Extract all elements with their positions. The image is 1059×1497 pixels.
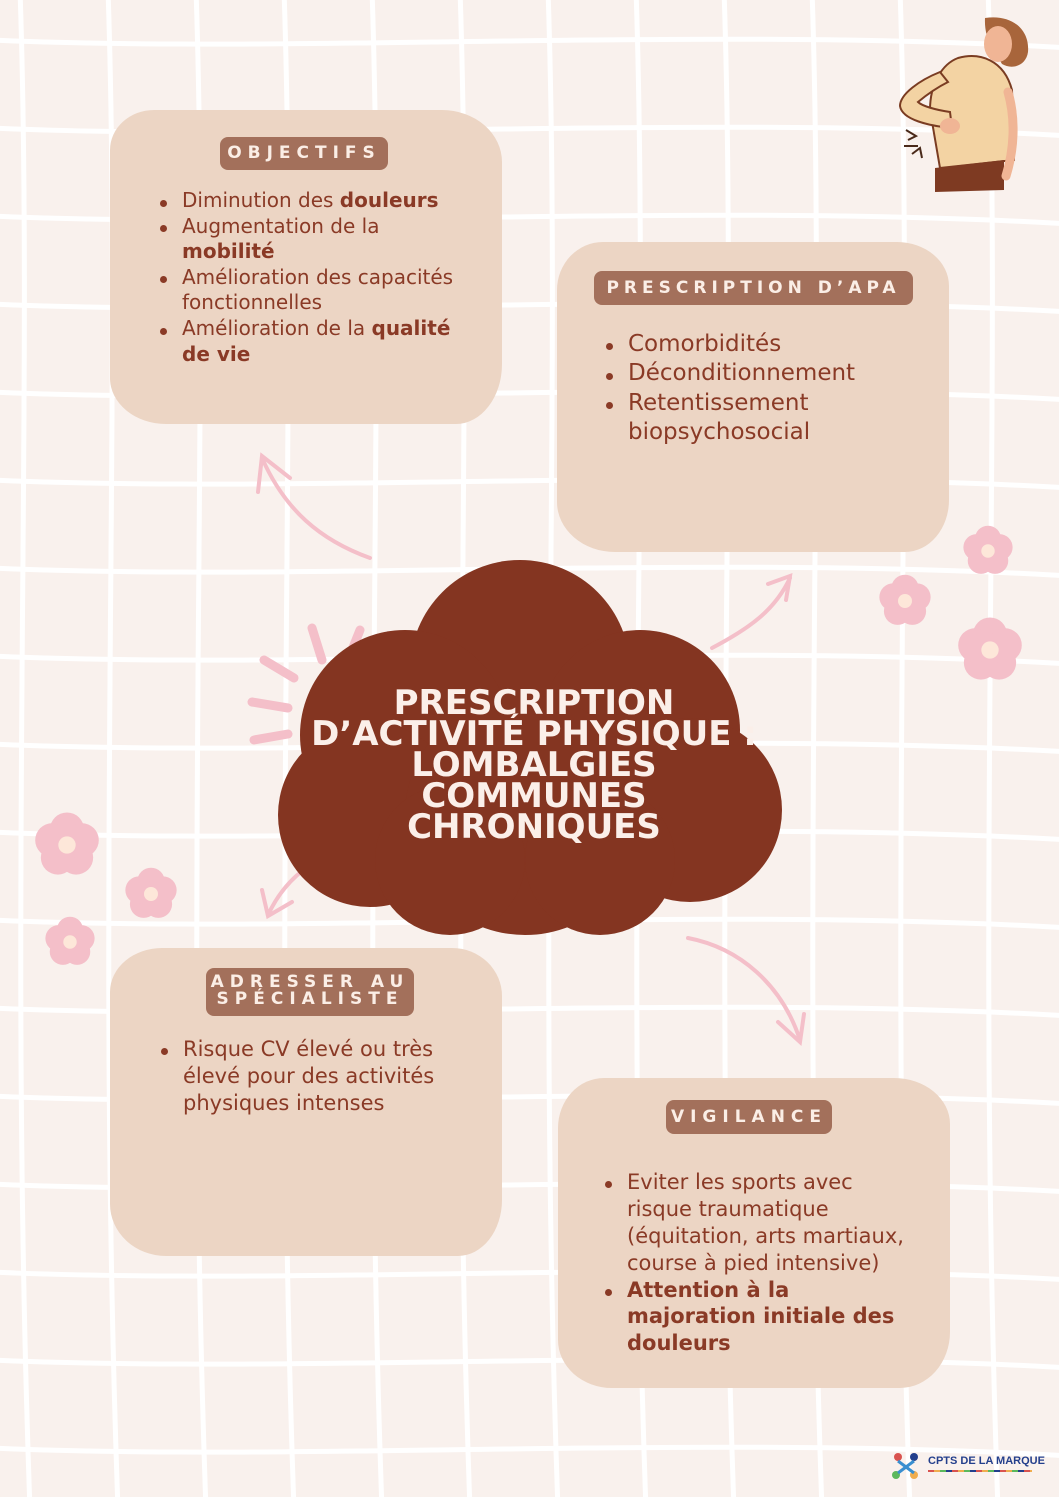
item-text-pre: Diminution des <box>182 188 340 212</box>
adresser-label <box>206 968 414 1016</box>
adresser-item <box>157 1036 457 1117</box>
item-text-pre: Retentissement biopsychosocial <box>628 389 811 446</box>
center-title-line: COMMUNES <box>421 776 647 816</box>
item-text-bold: mobilité <box>182 239 275 264</box>
center-title-line: LOMBALGIES <box>411 745 657 785</box>
center-title <box>300 683 768 847</box>
objectifs-label: OBJECTIFS <box>220 137 388 170</box>
item-text-pre: Amélioration des capacités fonctionnelles <box>182 264 454 315</box>
vigilance-label: VIGILANCE <box>666 1100 832 1134</box>
adresser-label-line1: ADRESSER AU <box>210 972 410 992</box>
logo-stripe <box>928 1470 1032 1472</box>
center-title-line: CHRONIQUES <box>407 807 661 847</box>
cpts-logo <box>888 1447 1048 1487</box>
objectifs-list <box>156 188 466 367</box>
objectifs-item <box>156 265 466 316</box>
adresser-label-line2: SPÉCIALISTE <box>216 989 404 1009</box>
vigilance-list <box>601 1169 911 1357</box>
adresser-list <box>157 1036 457 1117</box>
prescription-apa-label: PRESCRIPTION D’APA <box>594 271 913 305</box>
item-text-bold: Attention à la majoration initiale des douleurs <box>627 1277 895 1356</box>
objectifs-item <box>156 214 466 265</box>
item-text-pre: Comorbidités <box>628 331 782 357</box>
center-title-line: D’ACTIVITÉ PHYSIQUE : <box>311 714 757 754</box>
logo-name: CPTS DE LA MARQUE <box>928 1455 1045 1467</box>
cpts-logo-icon <box>888 1449 924 1485</box>
item-text-pre: Augmentation de la <box>182 213 380 238</box>
vigilance-item <box>601 1277 911 1358</box>
item-text-pre: Amélioration de la <box>182 315 372 340</box>
item-text-pre: Eviter les sports avec risque traumatique (équitation, arts martiaux, course à pied intensive) <box>627 1170 904 1275</box>
item-text-bold: douleurs <box>339 188 439 212</box>
prescription-apa-item <box>602 389 902 448</box>
prescription-apa-item <box>602 330 902 359</box>
prescription-apa-item <box>602 359 902 388</box>
item-text-pre: Déconditionnement <box>628 360 856 387</box>
objectifs-item <box>156 316 466 367</box>
vigilance-item <box>601 1169 911 1277</box>
item-text-bold: qualité de vie <box>182 315 451 366</box>
prescription-apa-list <box>602 330 902 448</box>
center-title-line: PRESCRIPTION <box>393 683 675 723</box>
objectifs-item <box>156 188 466 214</box>
item-text-pre: Risque CV élevé ou très élevé pour des activités physiques intenses <box>183 1037 435 1115</box>
